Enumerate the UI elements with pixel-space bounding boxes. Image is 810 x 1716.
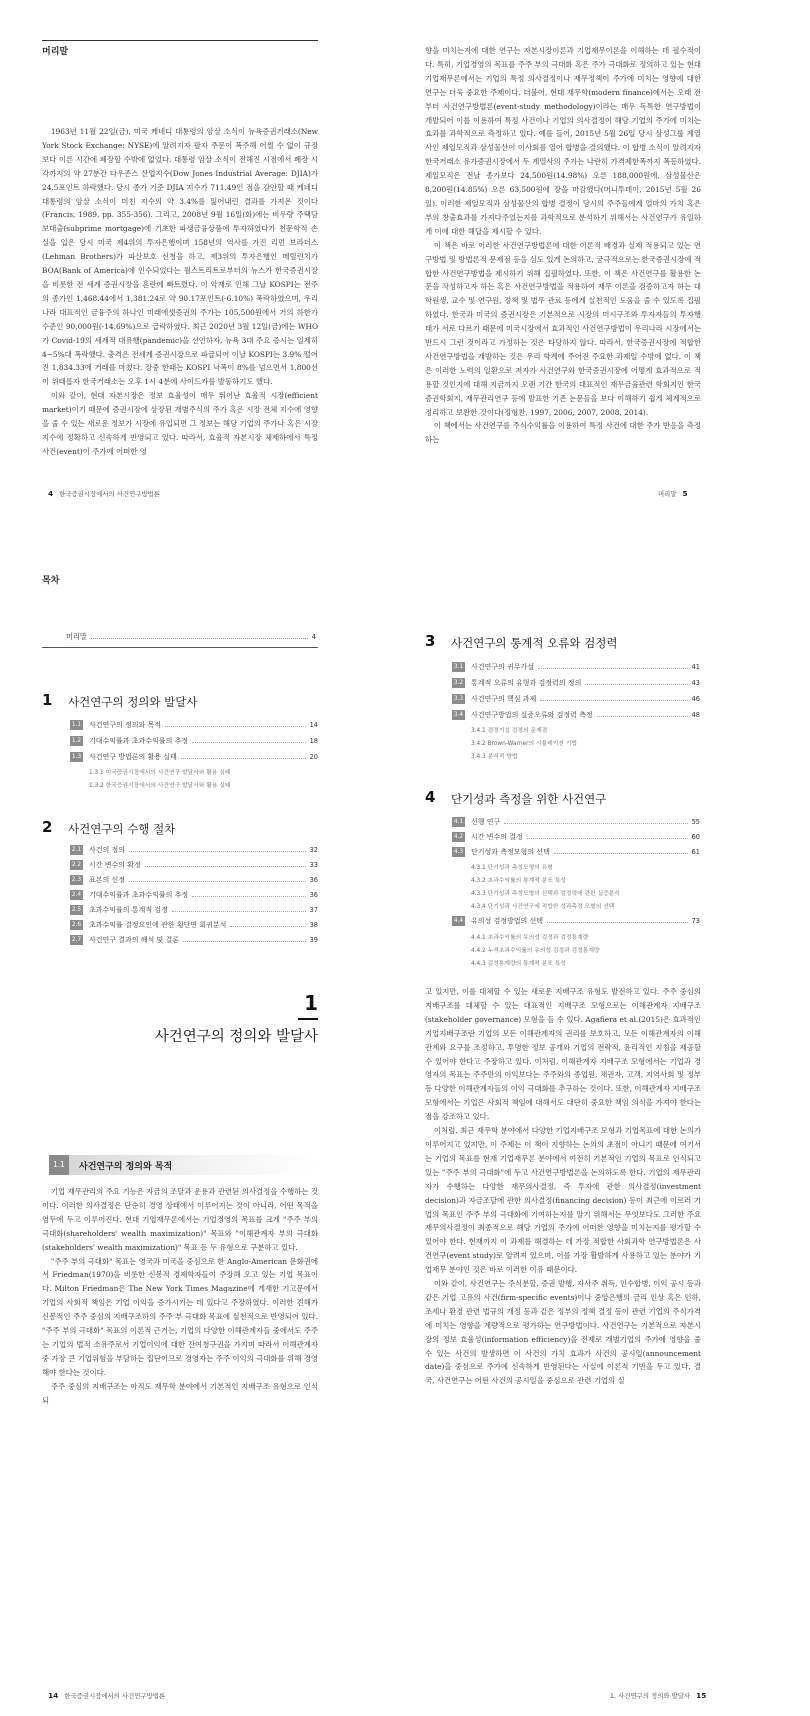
leader-dots	[192, 742, 305, 743]
toc-page-number: 37	[309, 906, 318, 914]
leader-dots	[554, 853, 688, 854]
section-number: 1.1	[49, 1155, 69, 1175]
preface-left-column	[42, 125, 318, 459]
toc-item-label: 시간 변수의 확정	[89, 861, 141, 869]
toc-item[interactable]	[70, 736, 318, 746]
toc-subitem[interactable]: 3.4.1 검정기설 검정의 문제점	[471, 728, 548, 734]
leader-dots	[540, 700, 687, 701]
leader-dots	[192, 896, 305, 897]
section-title: 사건연구의 정의와 목적	[79, 1161, 173, 1172]
page-number: 14	[48, 1691, 59, 1700]
toc-item-label: 단기성과 측정모형의 선택	[471, 848, 550, 856]
toc-item-label: 표본의 선정	[89, 876, 126, 884]
folio-left	[42, 1691, 165, 1700]
paragraph: 이 책은 바로 이러한 사건연구방법론에 대한 이론적 배경과 실제 적용되고 있는 연구방법 및 방법론적 문제점 등을 심도 있게 논의하고, 궁극적으로는 한국증권시장에 적합한 사건연구방법을 제시하기 위해 집필하였다. 또한, 이 책은 사건연구를 활용한 논문을 작성하고자 하는 혹은 사건연구방법을 적용하여 재무 이론을 검증하고자 하는 대학원생, 교수 및 연구원, 정책 및 법무 관료 등에게 실천적인 도움을 줄 수 있도록 집필하였다. 한국과 미국의 증권시장은 기본적으로 시장의 미시구조와 투자자들의 투자행태가 서로 다르기 때문에 미국시장에서 효과적인 사건연구방법이 우리나라 시장에서는 반드시 그런 것이라고 가정하는 것은 타당하지 않다. 따라서, 한국증권시장에 적합한 사건연구방법을 개발하는 것은 우리 학계에 주어진 주요한 과제일 수밖에 없다. 이 책은 이러한 노력의 일환으로 저자가 사건연구와 한국증권시장에 어떻게 효과적으로 적용할 것인지에 대해 지금까지 오랜 기간 한국의 대표적인 재무금융관련 학회지인 한국증권학회지, 재무관리연구 등에 발표한 기존 논문들을 보다 이해하기 쉽게 체계적으로 정리하고 보완한 것이다(정형찬, 1997, 2006, 2007, 2008, 2014).	[425, 240, 701, 417]
folio-right	[658, 489, 694, 498]
toc-item[interactable]	[452, 832, 700, 842]
leader-dots	[504, 823, 687, 824]
paragraph: 이처럼, 최근 재무학 분야에서 다양한 기업지배구조 모형과 기업목표에 대한 논의가 이루어지고 있지만, 이 주제는 이 책이 지향하는 논의의 초점이 아니기 때문에 여기서는 기업의 목표를 현재 기업재무론 분야에서 여전히 기본적인 기업의 목표로 인식되고 있는 "주주 부의 극대화"에 두고 사건연구방법론을 논의하도록 한다. 기업의 재무관리자가 수행하는 다양한 재무의사결정, 즉 투자에 관한 의사결정(investment decision)과 자금조달에 관한 의사결정(financing decision) 등이 최근에 이르러 기업의 목표인 주주 부의 극대화에 기여하는지를 알기 위해서는 무엇보다도 그러한 주요 재무의사결정이 최종적으로 해당 기업의 주가에 어떠한 영향을 미치는지를 평가할 수 있어야 한다. 현재까지 이 과제를 해결하는 데 가장 적합한 사회과학 연구방법론은 사건연구(event study)로 알려져 있으며, 이를 가장 활발하게 사용하고 있는 분야가 기업재무 분야인 것은 바로 이러한 이유 때문이다.	[425, 1126, 701, 1275]
toc-chapter-number: 2	[42, 818, 53, 836]
toc-page-number: 4	[311, 633, 316, 641]
section-badge: 4.2	[453, 834, 464, 840]
section-badge: 1.3	[71, 754, 82, 760]
chapter-title: 사건연구의 정의와 발달사	[154, 1029, 318, 1045]
toc-page-number: 32	[309, 846, 318, 854]
section-badge: 4.4	[453, 918, 464, 924]
section-badge: 2.4	[71, 892, 82, 898]
toc-item-label: 기대수익률과 초과수익률의 추정	[89, 891, 189, 899]
toc-page-number: 33	[309, 861, 318, 869]
section-badge: 3.4	[453, 712, 464, 718]
toc-page-number: 20	[309, 753, 318, 761]
toc-subitem[interactable]: 4.3.1 단기성과 측정모형의 유형	[471, 865, 553, 871]
toc-preface-entry[interactable]	[66, 632, 316, 642]
toc-chapter-title[interactable]: 사건연구의 통계적 오류와 검정력	[451, 636, 618, 650]
preface-right-column	[425, 44, 701, 447]
spread-preface	[0, 0, 810, 555]
toc-page-number: 41	[691, 663, 700, 671]
section-badge: 2.7	[71, 937, 82, 943]
section-badge: 2.3	[71, 877, 82, 883]
section-badge: 3.3	[453, 696, 464, 702]
folio-right	[610, 1691, 712, 1700]
running-title: 한국증권시장에서의 사건연구방법론	[64, 1692, 166, 1700]
toc-item[interactable]	[70, 875, 318, 885]
toc-page-number: 73	[691, 917, 700, 925]
leader-dots	[527, 838, 688, 839]
leader-dots	[129, 851, 306, 852]
toc-chapter-number: 1	[42, 691, 53, 709]
toc-page-number: 36	[309, 891, 318, 899]
section-badge: 1.2	[71, 738, 82, 744]
toc-item[interactable]	[70, 720, 318, 730]
page-number: 15	[696, 1691, 707, 1700]
toc-chapter-title[interactable]: 사건연구의 정의와 발달사	[68, 695, 198, 709]
chapter-number-rule	[298, 1018, 318, 1020]
leader-dots	[183, 941, 306, 942]
leader-dots	[145, 866, 306, 867]
header-label: 목차	[42, 576, 60, 586]
section-badge: 3.1	[453, 664, 464, 670]
toc-item[interactable]	[70, 890, 318, 900]
leader-dots	[129, 881, 306, 882]
running-title: 1. 사건연구의 정의와 발달사	[610, 1692, 691, 1700]
chapter-left-column	[42, 1185, 318, 1408]
section-badge: 2.5	[71, 907, 82, 913]
toc-page-number: 55	[691, 818, 700, 826]
toc-page-number: 43	[691, 679, 700, 687]
page-number: 5	[682, 489, 688, 498]
toc-subitem[interactable]: 4.3.2 초과수익률의 통계적 분포 특성	[471, 878, 566, 884]
toc-item-label: 초과수익률 결정요인에 관한 횡단면 회귀분석	[89, 921, 227, 929]
toc-page-number: 46	[691, 695, 700, 703]
toc-item[interactable]	[70, 920, 318, 930]
toc-item[interactable]	[70, 905, 318, 915]
leader-dots	[585, 684, 687, 685]
toc-chapter-number: 3	[425, 632, 436, 650]
toc-page-number: 14	[309, 721, 318, 729]
toc-item[interactable]	[452, 710, 700, 720]
page-number: 4	[48, 489, 54, 498]
toc-entry-label: 머리말	[66, 632, 87, 641]
section-badge: 4.3	[453, 849, 464, 855]
toc-page-number: 18	[309, 737, 318, 745]
running-title: 머리말	[658, 490, 677, 498]
toc-item-label: 초과수익률의 통계적 검정	[89, 906, 168, 914]
section-badge: 2.1	[71, 847, 82, 853]
leader-dots	[181, 758, 306, 759]
toc-item[interactable]	[452, 694, 700, 704]
toc-item[interactable]	[70, 860, 318, 870]
toc-item-label: 사건연구의 정의와 목적	[89, 721, 162, 729]
toc-item-label: 사건의 정의	[89, 846, 126, 854]
toc-chapter-title[interactable]: 단기성과 측정을 위한 사건연구	[451, 792, 607, 806]
toc-rule	[42, 647, 318, 648]
leader-dots	[597, 716, 688, 717]
leader-dots	[91, 638, 308, 639]
section-badge: 4.1	[453, 819, 464, 825]
toc-page-number: 60	[691, 833, 700, 841]
leader-dots	[172, 911, 306, 912]
toc-item-label: 사건연구의 핵심 과제	[471, 695, 537, 703]
chapter-number: 1	[304, 991, 318, 1015]
toc-item[interactable]	[452, 678, 700, 688]
header-rule	[42, 40, 318, 41]
toc-subitem[interactable]: 1.3.2 한국증권시장에서의 사건연구 발달사와 활용 실태	[89, 783, 231, 789]
paragraph: 1963년 11월 22일(금), 미국 케네디 대통령의 암살 소식이 뉴욕증권거래소(New York Stock Exchange: NYSE)에 알려지자 팔자 주문이 폭주해 어쩔 수 없이 규정보다 이른 시간에 폐장할 수밖에 없었다. 대통령 암살 소식이 전해진 시점에서 폐장 시각까지의 약 27분간 다우존스 산업지수(Dow Jones Industrial Average: DJIA)가 24.5포인트 하락했다. 당시 종가 기준 DJIA 지수가 711.49인 점을 감안할 때 케네디 대통령의 암살 소식이 미친 지수의 약 3.4%를 잃어내린 결과를 가져온 것이다(Francis, 1989, pp. 355-356). 그리고, 2008년 9월 16일(화)에는 비우량 주택담보대출(subprime mortgage)에 기초한 파생금융상품에 투자하였다가 천문학적 손실을 입은 당시 미국 제4위의 투자은행이며 158년의 역사를 가진 리먼 브라더스(Lehman Brothers)가 파산보호 신청을 하고, 제3위의 투자은행인 메릴린치가 BOA(Bank of America)에 인수되었다는 월스트리트로부터의 뉴스가 한국증권시장을 비롯한 전 세계 증권시장을 혼란에 빠트렸다. 이 악재로 인해 그날 KOSPI는 전주의 종가인 1,468.44에서 1,381.24로 약 90.17포인트(-6.10%) 폭락하였으며, 우리나라 대표적인 금융주의 하나인 미래에셋증권의 주가는 105,500원에서 거의 하한가 수준인 90,000원(-14.69%)으로 급락하였다. 최근 2020년 3월 12일(금)에는 WHO가 Covid-19의 세계적 대유행(pandemic)을 선언하자, 뉴욕 3대 주요 증시는 일제히 4~5%대 폭락했다. 충격은 전세계 증권시장으로 파급되어 이날 KOSPI는 3.9% 떨어진 1,834.33에 거래를 마쳤다. 장중 한때는 KOSPI 낙폭이 8%를 넘으면서 1,800선이 위태롭자 한국거래소는 오후 1시 4분에 사이드카를 발동하기도 했다.	[42, 127, 318, 387]
spread-chapter-1	[0, 985, 810, 1716]
paragraph: 고 있지만, 이를 대체할 수 있는 새로운 지배구조 유형도 발전하고 있다. 주주 중심의 지배구조를 대체할 수 있는 대표적인 지배구조 모형으로는 이해관계자 지배구조(stakeholder governance) 모형을 들 수 있다. Agafiera et al.(2015)은 효과적인 기업지배구조란 기업의 모든 이해관계자의 권리를 보호하고, 모든 이해관계자의 이해관계와 요구를 조정하고, 투명한 정보 공개와 기업의 전략적, 윤리적인 지침을 제공할 수 있어야 한다고 주장하고 있다. 이처럼, 이해관계자 지배구조 모형에서는 기업과 경영자의 목표는 주주만의 이익보다는 주주와의 종업원, 채권자, 고객, 지역사회 및 정부 등 다양한 이해관계자들의 이익 극대화를 추구하는 것이다. 또한, 이해관계자 지배구조 모형에서는 기업은 사회적 책임에 대해서도 대단히 중요한 책임 의식을 가져야 한다는 점을 강조하고 있다.	[425, 987, 701, 1122]
toc-subitem[interactable]: 3.4.3 분석적 방법	[471, 754, 518, 760]
toc-subitem[interactable]: 4.4.2 누적초과수익률의 유의성 검정과 검정통계량	[471, 948, 600, 954]
section-heading	[49, 1155, 317, 1175]
toc-subitem[interactable]: 4.4.1 초과수익률의 유의성 검정과 검정통계량	[471, 935, 589, 941]
leader-dots	[547, 922, 688, 923]
section-badge: 2.6	[71, 922, 82, 928]
toc-page-number: 39	[309, 936, 318, 944]
toc-item[interactable]	[452, 916, 700, 926]
leader-dots	[165, 726, 306, 727]
toc-page-number: 48	[691, 711, 700, 719]
toc-page-number: 61	[691, 848, 700, 856]
toc-chapter-title[interactable]: 사건연구의 수행 절차	[68, 822, 176, 836]
section-badge: 3.2	[453, 680, 464, 686]
paragraph: 이 책에서는 사건연구를 주식수익률을 이용하여 특정 사건에 대한 주가 반응을 측정하는	[425, 421, 701, 445]
paragraph: 기업 재무관리의 주요 기능은 자금의 조달과 운용과 관련된 의사결정을 수행하는 것이다. 이러한 의사결정은 단순히 경영 상태에서 이루어지는 것이 아니라, 어떤 목적을 염두에 두고 이루어진다. 현대 기업재무론에서는 기업경영의 목표를 크게 "주주 부의 극대화(shareholders' wealth maximization)" 목표와 "이해관계자 부의 극대화(stakeholders' wealth maximization)" 목표 등 두 유형으로 구분하고 있다.	[42, 1187, 318, 1252]
header-label: 머리말	[42, 47, 69, 57]
running-title: 한국증권시장에서의 사건연구방법론	[59, 490, 160, 498]
toc-item-label: 선행 연구	[471, 818, 501, 826]
paragraph: 이와 같이, 사건연구는 주식분할, 증권 발행, 자사주 취득, 인수합병, 이익 공시 등과 같은 기업 고유의 사건(firm-specific events)이나 중앙은행의 금리 인상 혹은 인하, 조세나 환경 관련 법규의 개정 등과 같은 정부의 정책 결정 등이 관련 기업의 주식가격에 미치는 영향을 계량적으로 평가하는 연구방법이다. 사건연구는 기본적으로 자본시장의 정보 효율성(information efficiency)을 전제로 개별기업의 주가에 영향을 줄 수 있는 사건의 발생하면 이 사건의 가치 효과가 사건의 공시일(announcement date)을 중심으로 주가에 신속하게 반영된다는 사실에 이론적 기반을 두고 있다. 결국, 사건연구는 어떤 사건의 공시일을 중심으로 관련 기업의 실	[425, 1279, 701, 1386]
toc-item-label: 유의성 검정방법의 선택	[471, 917, 544, 925]
paragraph: 향을 미치는지에 대한 연구는 자본시장이론과 기업재무이론을 이해하는 데 필수적이다. 특히, 기업경영의 목표를 주주 부의 극대화 혹은 주가 극대화로 정의하고 있는 현대 기업재무론에서는 기업의 특정 의사결정이나 재무정책이 주가에 미치는 영향에 대한 연구는 더욱 중요한 주제이다. 더불어, 현대 재무학(modern finance)에서는 오래 전부터 사건연구방법론(event-study methodology)이라는 매우 독특한 연구방법이 개발되어 이를 이용하여 특정 사건이나 기업의 의사결정이 해당 기업의 주가에 미치는 효과를 과학적으로 측정하고 있다. 예를 들어, 2015년 5월 26일 당시 삼성그룹 계열사인 제일모직과 삼성물산이 이사회를 열어 합병을 결의했다. 이 합병 소식이 알려지자 한국거래소 유가증권시장에서 두 계열사의 주가는 나란히 가격제한폭까지 폭등하였다. 제일모직은 전날 종가보다 24,500원(14.98%) 오른 188,000원에, 삼성물산은 8,200원(14.85%) 오른 63,500원에 장을 마감했다(머니투데이, 2015년 5월 26일). 이러한 제일모직과 삼성물산의 합병 결정이 당시의 주주들에게 얼마의 가치 혹은 부의 창출효과를 가져다주었는지를 과학적으로 분석하기 위해서는 사건연구가 유일하게 이에 대한 해답을 제시할 수 있다.	[425, 46, 701, 236]
toc-chapter-number: 4	[425, 788, 436, 806]
folio-left	[42, 489, 160, 498]
toc-item[interactable]	[70, 935, 318, 945]
paragraph: 주주 중심의 지배구조는 아직도 재무학 분야에서 기본적인 지배구조 유형으로 인식되	[42, 1381, 318, 1405]
section-badge: 2.2	[71, 862, 82, 868]
toc-item[interactable]	[70, 845, 318, 855]
toc-item[interactable]	[452, 662, 700, 672]
section-badge: 1.1	[71, 722, 82, 728]
toc-item-label: 통계적 오류의 유형과 검정력의 정의	[471, 679, 582, 687]
toc-item-label: 사건연구 결과의 해석 및 결론	[89, 936, 180, 944]
leader-dots	[230, 926, 305, 927]
toc-page-number: 36	[309, 876, 318, 884]
toc-item-label: 기대수익률과 초과수익률의 추정	[89, 737, 189, 745]
toc-subitem[interactable]: 1.3.1 미국증권시장에서의 사건연구 발달사와 활용 실태	[89, 770, 231, 776]
leader-dots	[538, 668, 688, 669]
toc-subitem[interactable]: 4.3.4 단기성과 사건연구에 적합한 성과측정 모형의 선택	[471, 904, 615, 910]
paragraph: 이와 같이, 현대 자본시장은 정보 효율성이 매우 뛰어난 효율적 시장(efficient market)이기 때문에 증권시장에 상장된 개별주식의 주가 혹은 시장 전체 지수에 영향을 줄 수 있는 새로운 정보가 시장에 유입되면 그 정보는 해당 기업의 주가나 혹은 시장지수에 정확하고 신속하게 반영되고 있다. 따라서, 효율적 자본시장 체제하에서 특정 사건(event)이 주가에 어떠한 영	[42, 391, 318, 456]
toc-item[interactable]	[70, 752, 318, 762]
toc-item[interactable]	[452, 847, 700, 857]
toc-subitem[interactable]: 4.4.3 검정통계량의 통계적 분포 특성	[471, 961, 566, 967]
toc-item-label: 시간 변수의 결정	[471, 833, 523, 841]
toc-subitem[interactable]: 4.3.3 단기성과 측정모형의 선택과 검정력에 관한 실증분석	[471, 891, 621, 897]
toc-item-label: 사건연구 방법론의 활용 실태	[89, 753, 177, 761]
toc-item-label: 사건연구방법의 실증오류와 검정력 측정	[471, 711, 593, 719]
paragraph: "주주 부의 극대화" 목표는 영국과 미국을 중심으로 한 Anglo-American 문화권에서 Friedman(1970)을 비롯한 신봉적 경제학자들이 주장해 오고 있는 기업 목표이다. Milton Friedman은 The New York Times Magazine에 게재한 기고문에서 기업의 사회적 책임은 기업 이익을 증가시키는 데 있다고 주장하였다. 이러한 견해가 신봉적인 주주 중심의 지배구조하의 주주 부 극대화 목표에 실천적으로 반영되어 있다. "주주 부의 극대화" 목표의 이론적 근거는, 기업의 다양한 이해관계자들 중에서도 주주는 기업의 법적 소유주로서 기업이익에 대한 잔여청구권을 가지며 따라서 이해관계자 중 가장 큰 기업위험을 부담하는 집단이므로 경영자는 주주 이익의 극대화를 위해 경영해야 한다는 것이다.	[42, 1256, 318, 1377]
toc-item[interactable]	[452, 817, 700, 827]
toc-page-number: 38	[309, 921, 318, 929]
toc-subitem[interactable]: 3.4.2 Brown-Warner의 시뮬레이션 기법	[471, 741, 577, 747]
toc-item-label: 사건연구의 귀무가설	[471, 663, 535, 671]
chapter-right-column	[425, 985, 701, 1388]
